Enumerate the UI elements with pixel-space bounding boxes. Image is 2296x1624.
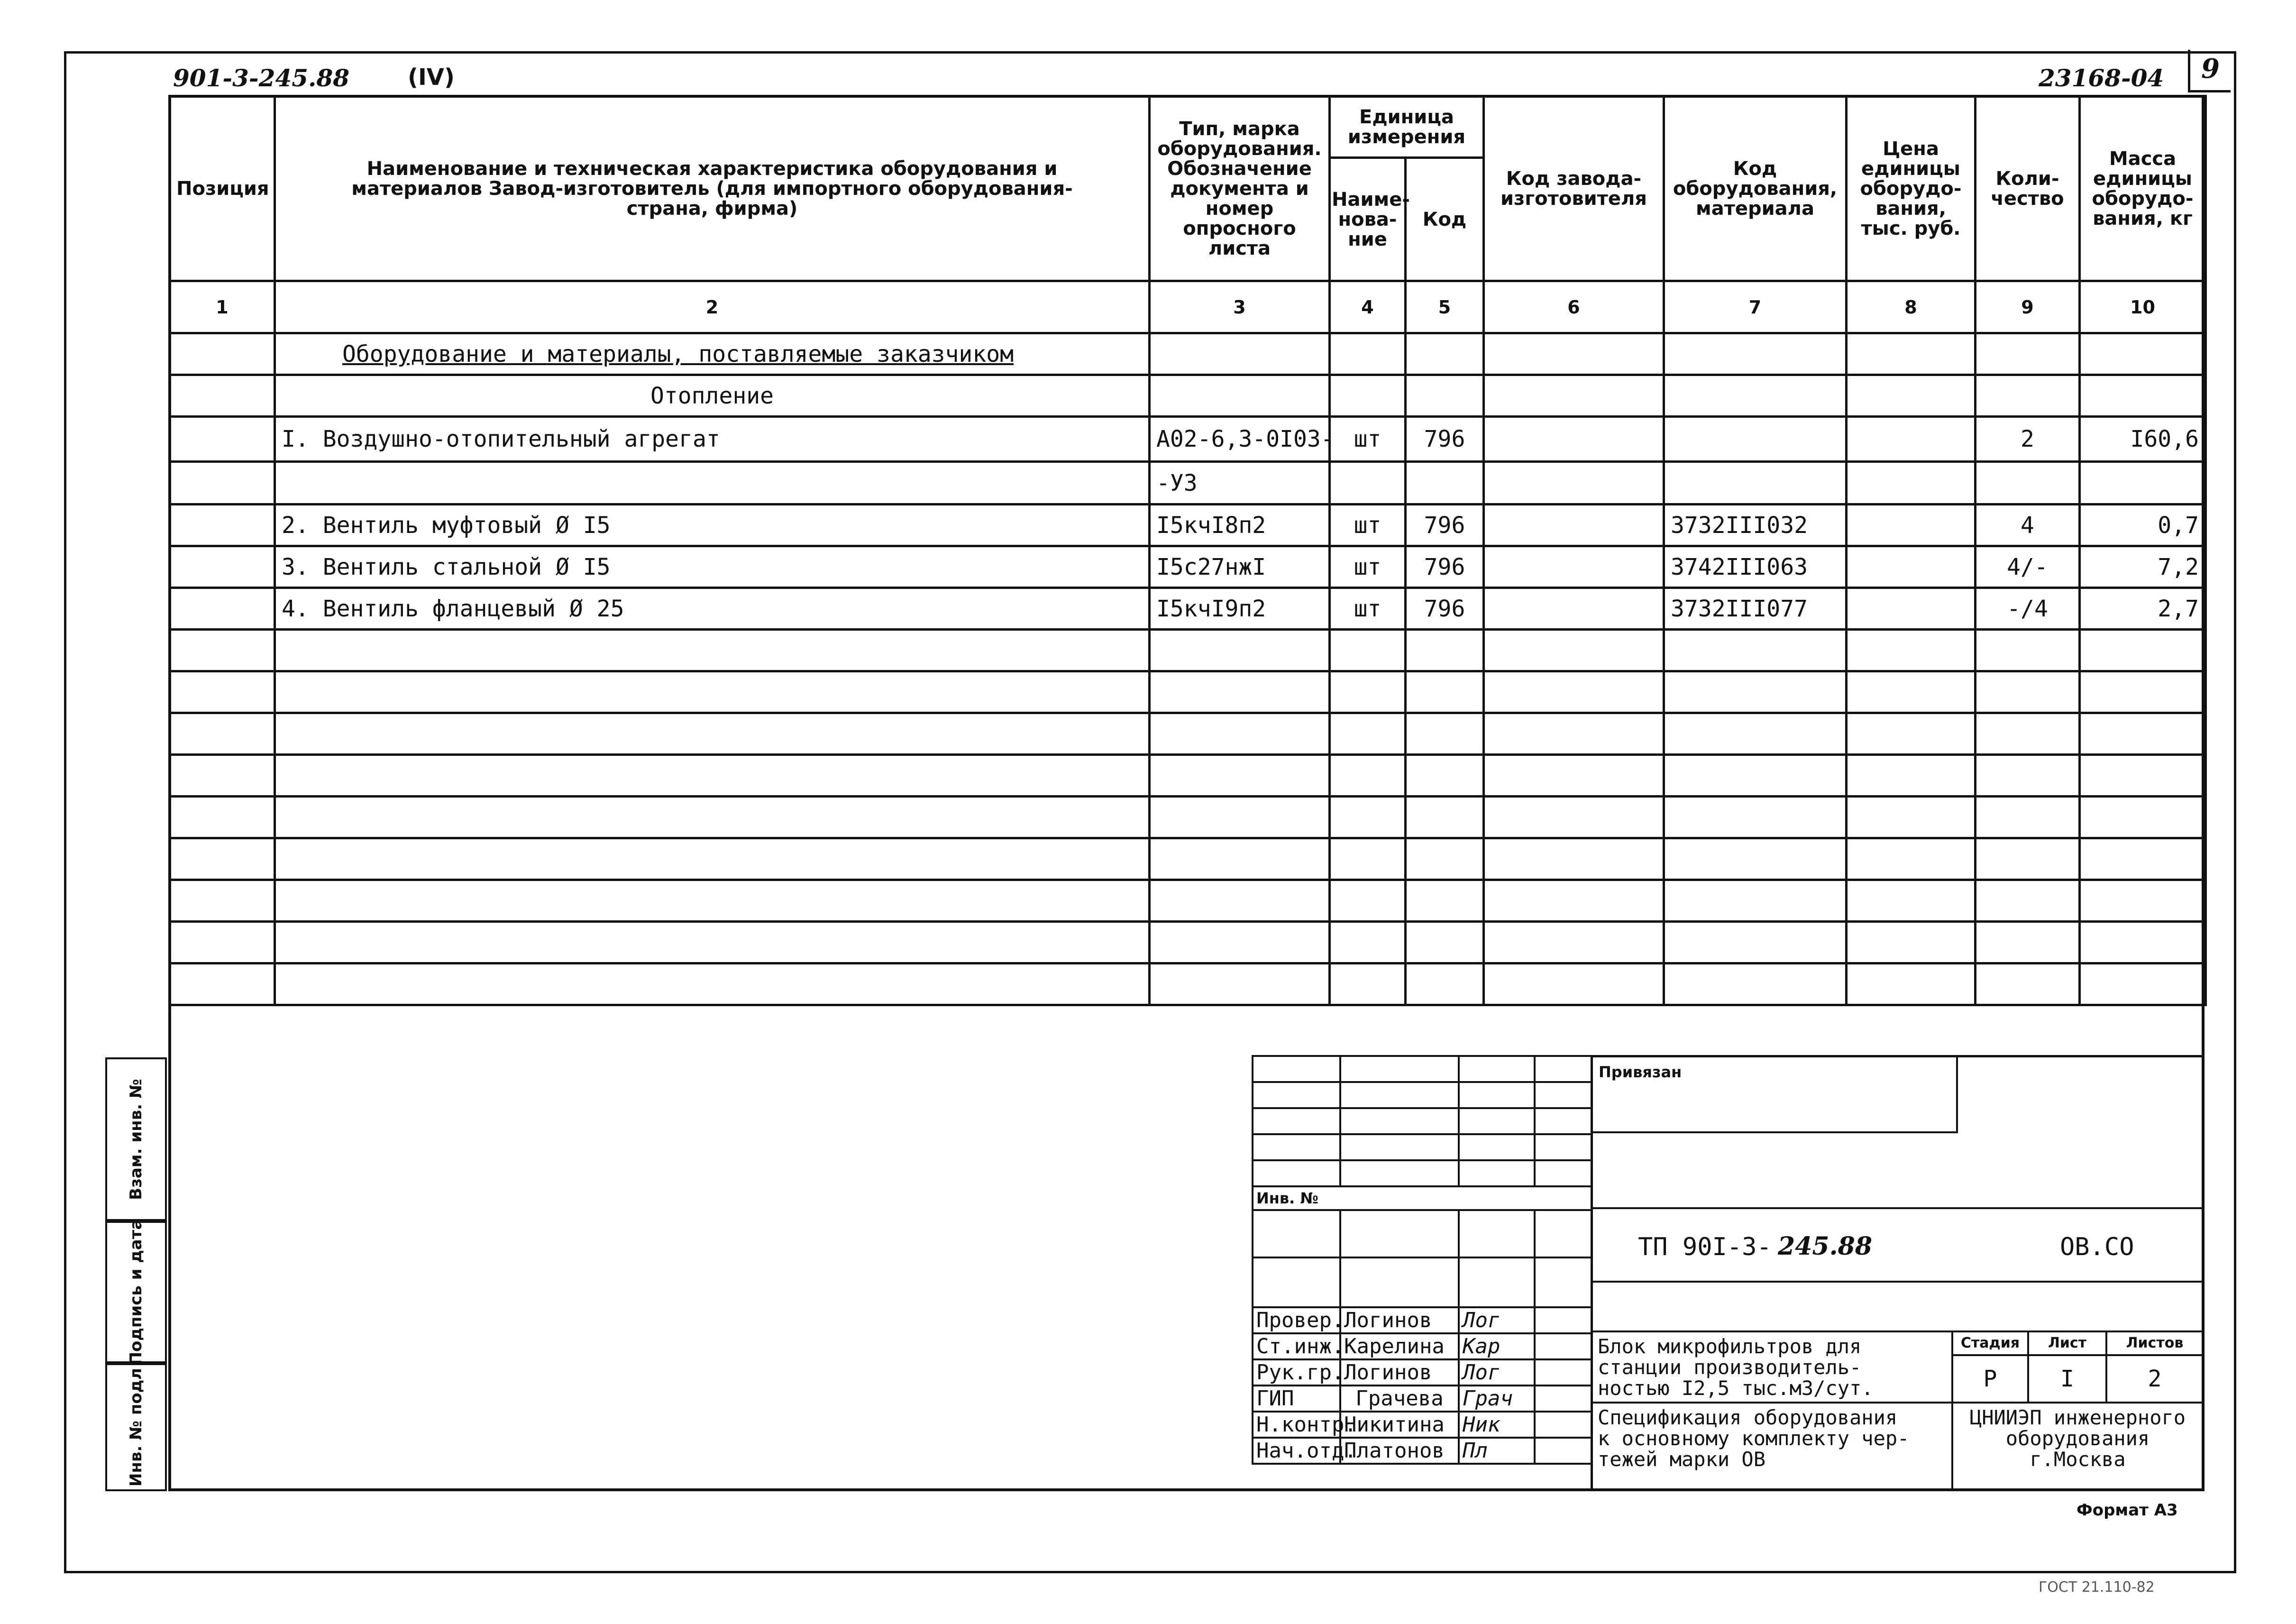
- doc-title-line: к основному комплекту чер-: [1598, 1427, 1910, 1450]
- col-num: 3: [1150, 281, 1330, 333]
- row-unit: шт: [1330, 588, 1406, 630]
- row-qty: -/4: [1976, 588, 2080, 630]
- column-number-row: [170, 281, 2206, 333]
- person-role: Ст.инж.: [1253, 1333, 1340, 1359]
- doc-title-line: Спецификация оборудования: [1598, 1406, 1898, 1429]
- row-name: I. Воздушно-отопительный агрегат: [275, 417, 1150, 462]
- row-type: -У3: [1150, 462, 1330, 505]
- row-type: I5кчI9п2: [1150, 588, 1330, 630]
- col-header-qty: Коли-чество: [1976, 96, 2080, 281]
- col-header-type: Тип, марка оборудования. Обозначение документа и номер опросного листа: [1150, 96, 1330, 281]
- signature-row: [1253, 1438, 1592, 1464]
- row-qty: 2: [1976, 417, 2080, 462]
- row-unit: шт: [1330, 505, 1406, 546]
- empty-row: [170, 713, 2206, 755]
- section-title-row: [170, 333, 2206, 375]
- sheet-value: I: [2029, 1356, 2107, 1402]
- doc-number: 23168-04: [2039, 64, 2164, 92]
- org-line: г.Москва: [2030, 1448, 2126, 1471]
- signature: Ник: [1459, 1412, 1535, 1438]
- signature: Кар: [1459, 1333, 1535, 1359]
- signature-row: [1253, 1385, 1592, 1412]
- format-label: Формат А3: [2076, 1501, 2178, 1520]
- row-code: 796: [1406, 417, 1484, 462]
- col-num: 4: [1330, 281, 1406, 333]
- side-label-inv: Инв. № подл: [127, 1367, 146, 1487]
- row-qty: [1976, 462, 2080, 505]
- person-role: Н.контр.: [1253, 1412, 1340, 1438]
- col-header-pos: Позиция: [170, 96, 275, 281]
- row-unit: шт: [1330, 546, 1406, 588]
- table-row: [170, 546, 2206, 588]
- drawing-mark: ОВ.СО: [2060, 1233, 2134, 1261]
- blank-box: [1593, 1133, 2202, 1209]
- object-title-line: Блок микрофильтров для: [1598, 1335, 1862, 1358]
- project-code: 901-3-245.88: [173, 64, 350, 92]
- col-num: 5: [1406, 281, 1484, 333]
- signature: Грач: [1459, 1385, 1535, 1412]
- person-name: Логинов: [1340, 1307, 1459, 1333]
- person-name: Карелина: [1340, 1333, 1459, 1359]
- row-equip: [1664, 417, 1847, 462]
- col-header-unit-name: Наиме-нова-ние: [1330, 158, 1406, 281]
- row-mass: 0,7: [2080, 505, 2206, 546]
- person-name: Логинов: [1340, 1359, 1459, 1385]
- person-name: Платонов: [1340, 1438, 1459, 1464]
- col-header-unit-group: Единица измерения: [1330, 96, 1484, 158]
- row-mass: 2,7: [2080, 588, 2206, 630]
- subsection-title: Отопление: [275, 375, 1150, 417]
- row-mass: 7,2: [2080, 546, 2206, 588]
- col-header-equip-code: Код оборудования, материала: [1664, 96, 1847, 281]
- signature: Лог: [1459, 1307, 1535, 1333]
- object-title-box: [1593, 1332, 1953, 1404]
- empty-row: [170, 797, 2206, 838]
- empty-row: [170, 755, 2206, 797]
- object-title-line: станции производитель-: [1598, 1356, 1862, 1379]
- row-code: [1406, 462, 1484, 505]
- designation-box: [1593, 1209, 2202, 1283]
- signature-row: [1253, 1333, 1592, 1359]
- object-title-line: ностью I2,5 тыс.м3/сут.: [1598, 1376, 1874, 1400]
- table-row: [170, 588, 2206, 630]
- subsection-title-row: [170, 375, 2206, 417]
- row-type: I5кчI8п2: [1150, 505, 1330, 546]
- row-name: 2. Вентиль муфтовый Ø I5: [275, 505, 1150, 546]
- stage-label: Стадия: [1953, 1332, 2029, 1356]
- col-num: 7: [1664, 281, 1847, 333]
- header-row-top: [170, 96, 2206, 158]
- signature: Лог: [1459, 1359, 1535, 1385]
- sheets-label: Листов: [2107, 1332, 2202, 1356]
- designation-number: 245.88: [1778, 1232, 1873, 1261]
- volume-label: (IV): [408, 64, 455, 91]
- signature-row: [1253, 1412, 1592, 1438]
- row-code: 796: [1406, 546, 1484, 588]
- person-name: Грачева: [1340, 1385, 1459, 1412]
- row-unit: [1330, 462, 1406, 505]
- stage-value: Р: [1953, 1356, 2029, 1402]
- row-unit: шт: [1330, 417, 1406, 462]
- stamp-grid: [1252, 1055, 1592, 1465]
- doc-title-line: тежей марки ОВ: [1598, 1448, 1766, 1471]
- sheet-box: [2188, 50, 2231, 92]
- side-box-inv: [105, 1363, 167, 1491]
- person-role: ГИП: [1253, 1385, 1340, 1412]
- col-num: 9: [1976, 281, 2080, 333]
- col-header-mass: Масса единицы оборудо-вания, кг: [2080, 96, 2206, 281]
- person-name: Никитина: [1340, 1412, 1459, 1438]
- col-num: 2: [275, 281, 1150, 333]
- col-num: 6: [1484, 281, 1664, 333]
- col-header-unit-code: Код: [1406, 158, 1484, 281]
- signature-row: [1253, 1359, 1592, 1385]
- section-title: Оборудование и материалы, поставляемые заказчиком: [275, 333, 1150, 375]
- empty-row: [170, 963, 2206, 1005]
- empty-row: [170, 838, 2206, 880]
- person-role: Провер.: [1253, 1307, 1340, 1333]
- side-box-vzam: [105, 1057, 167, 1221]
- row-code: 796: [1406, 588, 1484, 630]
- row-type: А02-6,3-0I03-: [1150, 417, 1330, 462]
- stamp-right: [1591, 1055, 2205, 1491]
- row-mass: I60,6: [2080, 417, 2206, 462]
- doc-title-box: [1593, 1404, 1953, 1489]
- sheet-number: 9: [2201, 53, 2220, 84]
- blank-box-2: [1593, 1283, 2202, 1332]
- privyazan-label: Привязан: [1599, 1063, 1682, 1081]
- designation-prefix: ТП 90I-3-: [1638, 1233, 1772, 1261]
- col-num: 10: [2080, 281, 2206, 333]
- inv-no-label: Инв. №: [1253, 1186, 1592, 1210]
- signature-row: [1253, 1307, 1592, 1333]
- col-header-price: Цена единицы оборудо-вания, тыс. руб.: [1847, 96, 1976, 281]
- side-box-podpis: [105, 1219, 167, 1366]
- empty-row: [170, 880, 2206, 922]
- side-label-podpis: Подпись и дата: [127, 1219, 146, 1366]
- person-role: Рук.гр.: [1253, 1359, 1340, 1385]
- empty-row: [170, 922, 2206, 963]
- privyazan-box: [1593, 1057, 1958, 1133]
- person-role: Нач.отд.: [1253, 1438, 1340, 1464]
- row-name: 3. Вентиль стальной Ø I5: [275, 546, 1150, 588]
- col-header-name: Наименование и техническая характеристика оборудования и материалов Завод-изготовитель (для импортного оборудования-страна, фирма): [275, 96, 1150, 281]
- row-mass: [2080, 462, 2206, 505]
- sheets-value: 2: [2148, 1366, 2162, 1392]
- stage-box: [1953, 1332, 2202, 1404]
- gost-label: ГОСТ 21.110-82: [2039, 1579, 2155, 1596]
- row-name: 4. Вентиль фланцевый Ø 25: [275, 588, 1150, 630]
- empty-row: [170, 630, 2206, 671]
- row-equip: 3732III032: [1664, 505, 1847, 546]
- col-header-factory-code: Код завода-изготовителя: [1484, 96, 1664, 281]
- row-equip: [1664, 462, 1847, 505]
- org-box: [1953, 1404, 2202, 1493]
- col-num: 1: [170, 281, 275, 333]
- col-num: 8: [1847, 281, 1976, 333]
- row-type: I5с27нжI: [1150, 546, 1330, 588]
- row-name: [275, 462, 1150, 505]
- row-equip: 3742III063: [1664, 546, 1847, 588]
- table-row: [170, 462, 2206, 505]
- table-row: [170, 505, 2206, 546]
- org-line: оборудования: [2005, 1427, 2150, 1450]
- empty-row: [170, 671, 2206, 713]
- spec-table: [168, 95, 2207, 1006]
- side-label-vzam: Взам. инв. №: [127, 1078, 146, 1200]
- row-equip: 3732III077: [1664, 588, 1847, 630]
- row-qty: 4: [1976, 505, 2080, 546]
- row-code: 796: [1406, 505, 1484, 546]
- row-qty: 4/-: [1976, 546, 2080, 588]
- table-row: [170, 417, 2206, 462]
- signature: Пл: [1459, 1438, 1535, 1464]
- org-line: ЦНИИЭП инженерного: [1969, 1406, 2186, 1429]
- sheet-label: Лист: [2029, 1332, 2107, 1356]
